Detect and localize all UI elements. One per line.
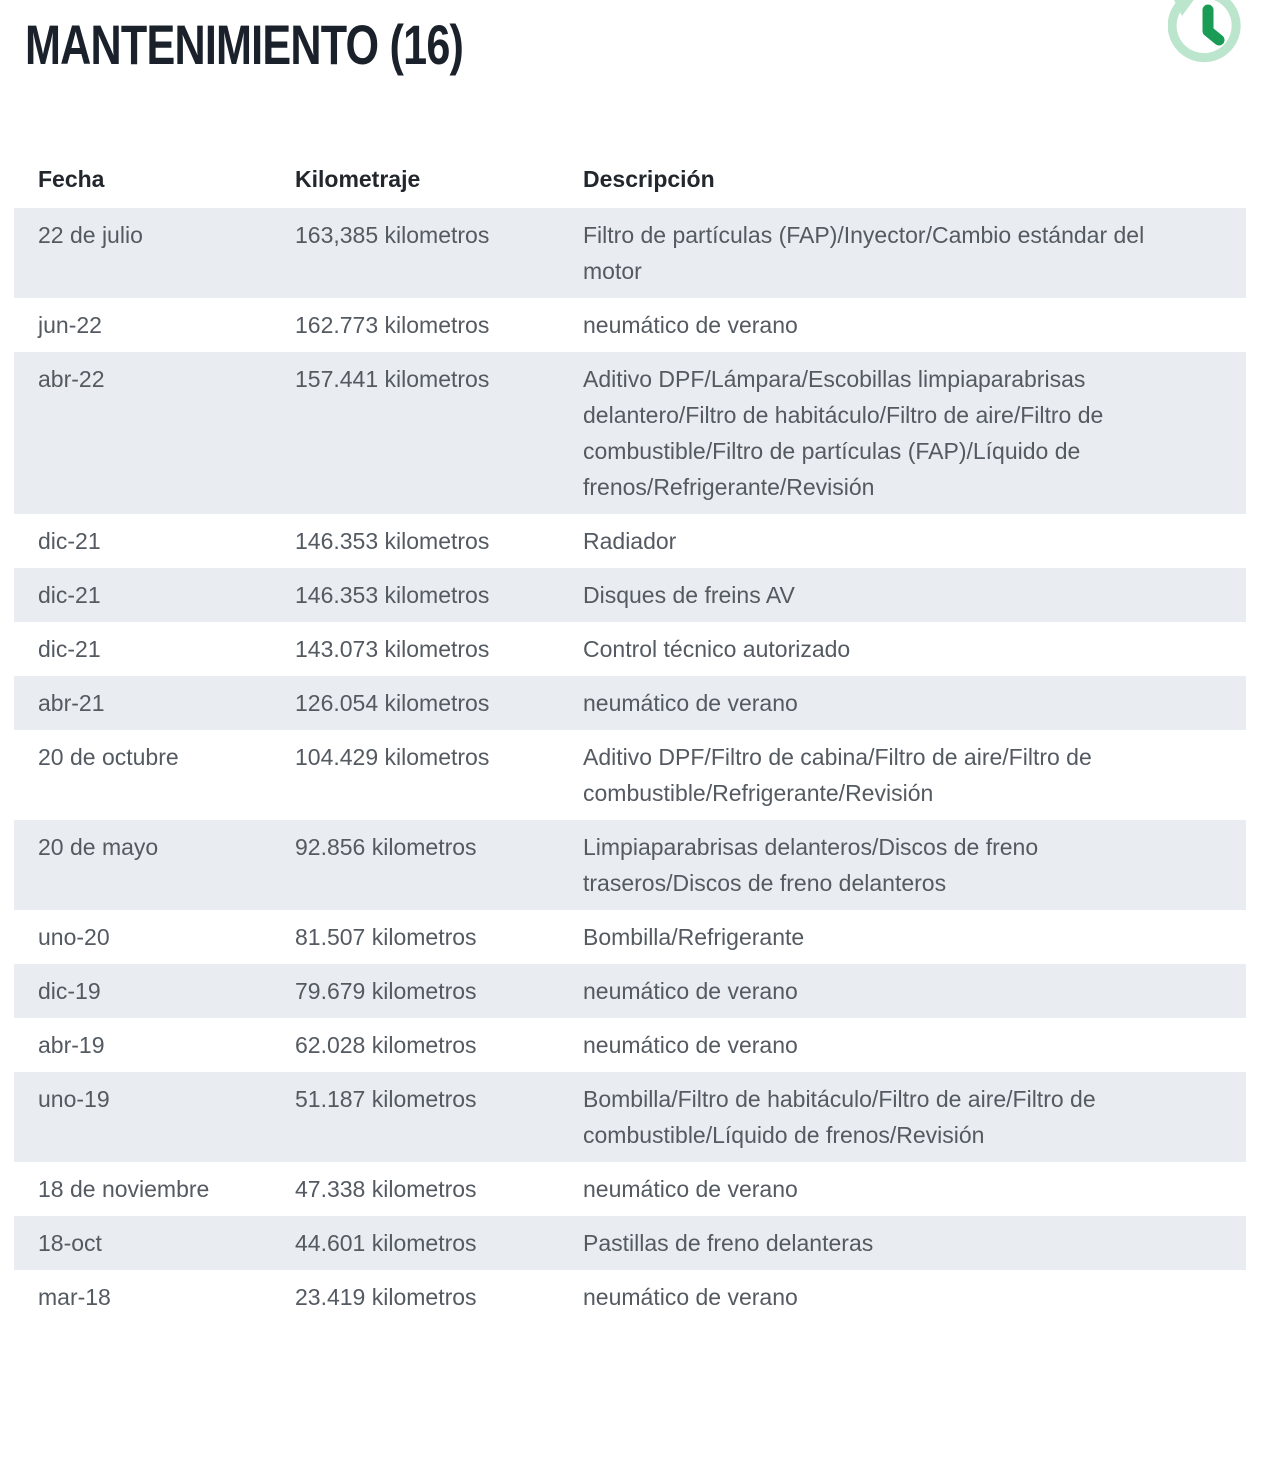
- kilometraje-cell: 162.773 kilometros: [295, 312, 490, 338]
- fecha-cell: 18-oct: [38, 1230, 102, 1256]
- table-row: [14, 1216, 1246, 1270]
- kilometraje-cell: 126.054 kilometros: [295, 690, 490, 716]
- descripcion-cell: Bombilla/Refrigerante: [583, 924, 805, 950]
- kilometraje-cell: 92.856 kilometros: [295, 834, 477, 860]
- table-row: [14, 676, 1246, 730]
- table-header-row: [14, 158, 1246, 208]
- table-row: [14, 208, 1246, 298]
- kilometraje-cell: 146.353 kilometros: [295, 528, 490, 554]
- descripcion-cell: neumático de verano: [583, 1032, 798, 1058]
- descripcion-cell: Pastillas de freno delanteras: [583, 1230, 874, 1256]
- descripcion-cell: Bombilla/Filtro de habitáculo/Filtro de aire/Filtro de combustible/Líquido de frenos/Revisión: [583, 1086, 1096, 1148]
- kilometraje-cell: 81.507 kilometros: [295, 924, 477, 950]
- kilometraje-cell: 23.419 kilometros: [295, 1284, 477, 1310]
- fecha-cell: 22 de julio: [38, 222, 143, 248]
- fecha-cell: abr-19: [38, 1032, 105, 1058]
- table-body: [14, 208, 1246, 1324]
- fecha-cell: uno-19: [38, 1086, 110, 1112]
- table-row: [14, 820, 1246, 910]
- descripcion-cell: Radiador: [583, 528, 677, 554]
- fecha-cell: dic-21: [38, 636, 101, 662]
- table-row: [14, 1162, 1246, 1216]
- fecha-cell: mar-18: [38, 1284, 111, 1310]
- fecha-cell: 20 de mayo: [38, 834, 159, 860]
- fecha-cell: 18 de noviembre: [38, 1176, 210, 1202]
- kilometraje-cell: 79.679 kilometros: [295, 978, 477, 1004]
- fecha-cell: uno-20: [38, 924, 110, 950]
- fecha-cell: dic-21: [38, 582, 101, 608]
- table-row: [14, 514, 1246, 568]
- fecha-cell: abr-21: [38, 690, 105, 716]
- descripcion-cell: Aditivo DPF/Lámpara/Escobillas limpiaparabrisas delantero/Filtro de habitáculo/Filtro de aire/Filtro de combustible/Filtro de partículas (FAP)/Líquido de frenos/Refrigerante/Revisión: [583, 366, 1104, 500]
- fecha-cell: 20 de octubre: [38, 744, 179, 770]
- table-row: [14, 1072, 1246, 1162]
- page-title: MANTENIMIENTO (16): [25, 13, 464, 76]
- descripcion-cell: Disques de freins AV: [583, 582, 795, 608]
- descripcion-cell: neumático de verano: [583, 1284, 798, 1310]
- descripcion-cell: neumático de verano: [583, 1176, 798, 1202]
- descripcion-cell: Filtro de partículas (FAP)/Inyector/Cambio estándar del motor: [583, 222, 1145, 284]
- kilometraje-cell: 44.601 kilometros: [295, 1230, 477, 1256]
- descripcion-cell: neumático de verano: [583, 978, 798, 1004]
- descripcion-cell: neumático de verano: [583, 690, 798, 716]
- table-row: [14, 1270, 1246, 1324]
- table-row: [14, 730, 1246, 820]
- kilometraje-cell: 157.441 kilometros: [295, 366, 490, 392]
- kilometraje-cell: 47.338 kilometros: [295, 1176, 477, 1202]
- descripcion-cell: Limpiaparabrisas delanteros/Discos de freno traseros/Discos de freno delanteros: [583, 834, 1039, 896]
- page-header: [0, 0, 1280, 110]
- kilometraje-cell: 146.353 kilometros: [295, 582, 490, 608]
- fecha-cell: dic-19: [38, 978, 101, 1004]
- table-row: [14, 568, 1246, 622]
- fecha-cell: jun-22: [38, 312, 102, 338]
- descripcion-cell: neumático de verano: [583, 312, 798, 338]
- kilometraje-cell: 51.187 kilometros: [295, 1086, 477, 1112]
- history-icon: [1168, 0, 1250, 76]
- descripcion-cell: Aditivo DPF/Filtro de cabina/Filtro de aire/Filtro de combustible/Refrigerante/Revisión: [583, 744, 1092, 806]
- table-row: [14, 298, 1246, 352]
- kilometraje-cell: 143.073 kilometros: [295, 636, 490, 662]
- kilometraje-cell: 104.429 kilometros: [295, 744, 490, 770]
- column-header-fecha: Fecha: [38, 166, 105, 192]
- table-row: [14, 622, 1246, 676]
- maintenance-table: [14, 158, 1246, 1324]
- fecha-cell: dic-21: [38, 528, 101, 554]
- kilometraje-cell: 163,385 kilometros: [295, 222, 490, 248]
- kilometraje-cell: 62.028 kilometros: [295, 1032, 477, 1058]
- column-header-descripcion: Descripción: [583, 166, 715, 192]
- table-row: [14, 910, 1246, 964]
- table-row: [14, 1018, 1246, 1072]
- column-header-kilometraje: Kilometraje: [295, 166, 421, 192]
- table-row: [14, 964, 1246, 1018]
- descripcion-cell: Control técnico autorizado: [583, 636, 851, 662]
- table-row: [14, 352, 1246, 514]
- fecha-cell: abr-22: [38, 366, 105, 392]
